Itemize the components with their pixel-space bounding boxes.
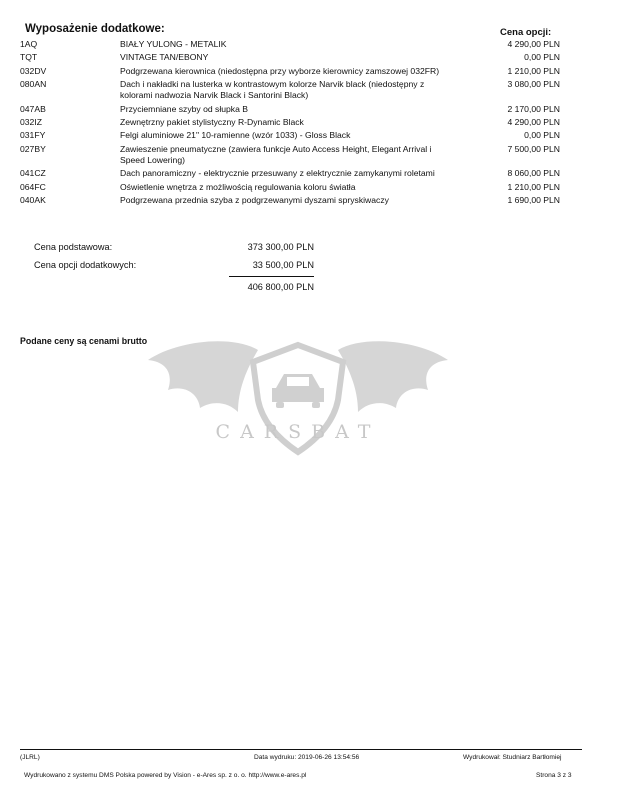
option-code: 041CZ bbox=[20, 168, 46, 179]
option-description: VINTAGE TAN/EBONY bbox=[120, 52, 209, 63]
footer-page-number: Strona 3 z 3 bbox=[536, 772, 572, 779]
option-row bbox=[20, 39, 560, 51]
option-price: 8 060,00 PLN bbox=[507, 168, 560, 179]
footer-system: Wydrukowano z systemu DMS Polska powered by Vision - e-Ares sp. z o. o. http://www.e-ares.pl bbox=[24, 772, 307, 779]
option-description: Dach i nakładki na lusterka w kontrastowym kolorze Narvik black (niedostępny z kolorami nadwozia Narvik Black i Santorini Black) bbox=[120, 78, 425, 101]
option-description: Felgi aluminiowe 21" 10-ramienne (wzór 1033) - Gloss Black bbox=[120, 130, 351, 141]
options-list bbox=[20, 39, 560, 208]
gross-price-note: Podane ceny są cenami brutto bbox=[20, 336, 148, 346]
footer-printed-by: Wydrukował: Studniarz Bartłomiej bbox=[463, 754, 562, 761]
option-code: TQT bbox=[20, 52, 38, 63]
total-price-value: 406 800,00 PLN bbox=[247, 282, 314, 292]
option-price: 1 210,00 PLN bbox=[507, 65, 560, 76]
option-code: 031FY bbox=[20, 130, 46, 141]
option-code: 047AB bbox=[20, 103, 46, 114]
option-row bbox=[20, 104, 560, 116]
option-row bbox=[20, 117, 560, 129]
carsbat-watermark bbox=[138, 330, 458, 460]
sum-divider bbox=[229, 276, 314, 277]
option-price: 3 080,00 PLN bbox=[507, 78, 560, 89]
footer-divider bbox=[20, 749, 582, 750]
option-code: 027BY bbox=[20, 143, 46, 154]
option-price: 7 500,00 PLN bbox=[507, 143, 560, 154]
option-description: Przyciemniane szyby od słupka B bbox=[120, 103, 249, 114]
footer-code: (JLRL) bbox=[20, 754, 40, 761]
option-code: 032DV bbox=[20, 65, 47, 76]
option-row bbox=[20, 79, 560, 102]
price-column-header: Cena opcji: bbox=[500, 27, 552, 38]
option-description: BIAŁY YULONG - METALIK bbox=[120, 39, 227, 49]
option-price: 0,00 PLN bbox=[524, 130, 560, 141]
option-code: 080AN bbox=[20, 78, 47, 89]
option-description: Zawieszenie pneumatyczne (zawiera funkcje Auto Access Height, Elegant Arrival i Speed Lowering) bbox=[120, 143, 432, 166]
option-description: Oświetlenie wnętrza z możliwością regulowania koloru światła bbox=[120, 181, 356, 192]
option-row bbox=[20, 182, 560, 194]
option-description: Dach panoramiczny - elektrycznie przesuwany z elektrycznie zamykanymi roletami bbox=[120, 168, 435, 179]
options-price-label: Cena opcji dodatkowych: bbox=[34, 260, 137, 270]
footer-print-date: Data wydruku: 2019-06-26 13:54:56 bbox=[254, 754, 360, 761]
option-price: 1 690,00 PLN bbox=[507, 194, 560, 205]
option-code: 040AK bbox=[20, 194, 46, 205]
price-summary bbox=[34, 242, 314, 292]
option-price: 4 290,00 PLN bbox=[507, 116, 560, 127]
option-row bbox=[20, 52, 560, 64]
option-row bbox=[20, 168, 560, 180]
option-price: 4 290,00 PLN bbox=[507, 39, 560, 49]
option-price: 0,00 PLN bbox=[524, 52, 560, 63]
option-code: 1AQ bbox=[20, 39, 38, 49]
option-code: 064FC bbox=[20, 181, 46, 192]
watermark-text: CARSBAT bbox=[215, 421, 381, 443]
option-description: Podgrzewana przednia szyba z podgrzewanymi dyszami spryskiwaczy bbox=[120, 194, 389, 205]
option-row bbox=[20, 195, 560, 207]
base-price-value: 373 300,00 PLN bbox=[247, 242, 314, 252]
options-price-value: 33 500,00 PLN bbox=[252, 260, 314, 270]
option-row bbox=[20, 130, 560, 142]
option-price: 1 210,00 PLN bbox=[507, 181, 560, 192]
option-description: Zewnętrzny pakiet stylistyczny R-Dynamic Black bbox=[120, 116, 304, 127]
option-description: Podgrzewana kierownica (niedostępna przy wyborze kierownicy zamszowej 032FR) bbox=[120, 65, 440, 76]
base-price-label: Cena podstawowa: bbox=[34, 242, 113, 252]
base-price-row bbox=[34, 242, 314, 260]
option-row bbox=[20, 66, 560, 78]
option-price: 2 170,00 PLN bbox=[507, 103, 560, 114]
option-row bbox=[20, 144, 560, 167]
section-title: Wyposażenie dodatkowe: bbox=[25, 23, 165, 35]
option-code: 032IZ bbox=[20, 116, 42, 127]
